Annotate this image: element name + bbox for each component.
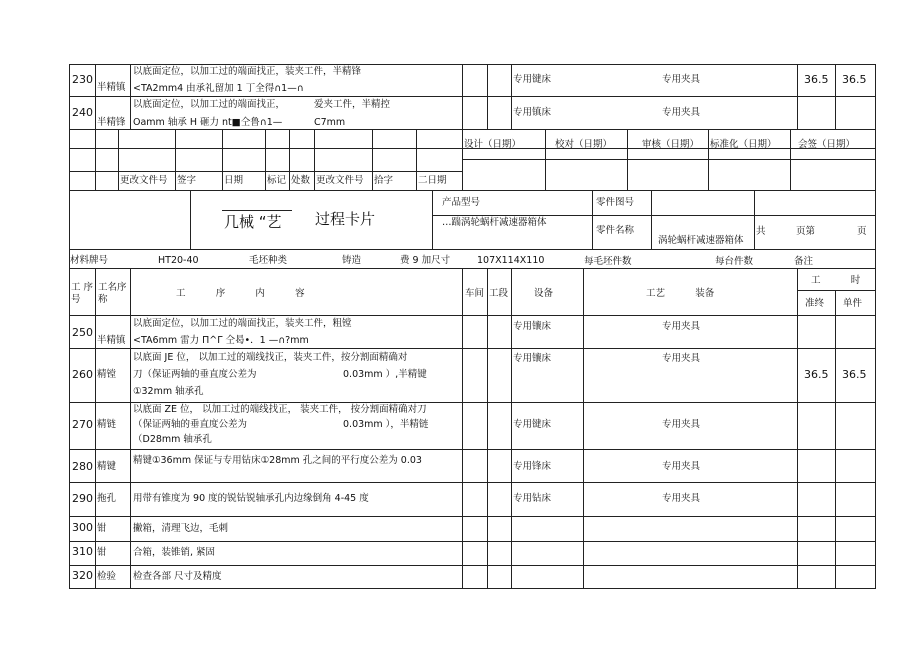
equipment-cell: 专用键床 — [513, 419, 552, 430]
equipment-cell: 专用钻床 — [513, 493, 552, 504]
equipment-cell: 专用锋床 — [513, 461, 552, 472]
op-content-line: 用带有锥度为 90 度的锐钻锐轴承孔内边缘倒角 4-45 度 — [133, 493, 369, 504]
op-name: 拖孔 — [97, 493, 117, 504]
op-content-line: ①32mm 轴承孔 — [133, 386, 204, 397]
col-unit: 单件 — [843, 298, 863, 309]
material-value: HT20-40 — [158, 255, 199, 266]
fixture-cell: 专用夹具 — [662, 321, 701, 332]
op-number: 310 — [72, 545, 93, 558]
part-name-label: 零件名称 — [596, 225, 635, 236]
op-number: 230 — [72, 73, 93, 86]
blank-type-value: 铸造 — [342, 255, 362, 266]
fixture-cell: 专用夹具 — [662, 461, 701, 472]
page-no-label: 页第 — [796, 226, 816, 237]
equipment-cell: 专用键床 — [513, 74, 552, 85]
op-name: 钳 — [97, 523, 107, 534]
op-content-line: 以底面定位，以加工过的端面找正，装夹工件，半精锋 — [133, 66, 362, 77]
remark-label: 备注 — [794, 256, 814, 267]
op-content-line: （保证两轴的垂直度公差为 — [133, 419, 248, 430]
op-name: 精链 — [97, 419, 117, 430]
change-doc-label: 更改文件号 — [316, 175, 364, 186]
fixture-cell: 专用夹具 — [662, 353, 701, 364]
op-name: 半精镇 — [97, 82, 126, 93]
part-drawing-label: 零件图号 — [596, 197, 635, 208]
op-content-line: 以底面定位，以加工过的端面找正， — [133, 99, 286, 110]
prep-time-cell: 36.5 — [804, 368, 829, 381]
op-number: 250 — [72, 326, 93, 339]
op-content-line: <TA2mm4 由承礼留加 1 丁全得∩1—∩ — [133, 83, 304, 94]
op-name: 钳 — [97, 547, 107, 558]
op-tolerance: 0.03mm ），半精链 — [343, 419, 429, 430]
per-blank-label: 每毛坯件数 — [584, 256, 632, 267]
op-number: 240 — [72, 106, 93, 119]
col-content: 工 序 内 容 — [176, 288, 305, 299]
design-date-label: 设计（日期） — [464, 139, 522, 150]
op-content-line: 以底面 JE 位， 以加工过的端线找正，装夹工件，按分割面精确对 — [133, 352, 408, 363]
equipment-cell: 专用镶床 — [513, 321, 552, 332]
blank-size-label: 费 9 加尺寸 — [400, 255, 451, 266]
op-number: 270 — [72, 418, 93, 431]
op-name: 精镗 — [97, 369, 117, 380]
proofread-date-label: 校对（日期） — [555, 139, 613, 150]
col-workshop: 车间 — [465, 288, 485, 299]
review-date-label: 审核（日期） — [642, 139, 700, 150]
fixture-cell: 专用夹具 — [662, 419, 701, 430]
op-content-line: <TA6mm 雷力 Π^Γ 仝曷•．1 —∩?mm — [133, 335, 309, 346]
op-content-line: 检查各部 尺寸及精度 — [133, 571, 222, 582]
part-name: 涡轮蜗杆减速器箱体 — [658, 235, 744, 246]
col-section: 工段 — [489, 288, 509, 299]
col-seq-name: 工名序 称 — [98, 282, 127, 305]
fixture-cell: 专用夹具 — [662, 493, 701, 504]
card-title-left: 几械 “艺 — [224, 213, 282, 231]
blank-size-value: 107X114X110 — [477, 255, 545, 266]
op-content-line: 爱夹工件，半精控 — [314, 99, 391, 110]
op-content-line: Oamm 轴承 H 砸力 nt■仝鲁∩1— — [133, 117, 283, 128]
op-content-line: 以底面 ZE 位， 以加工过的端线找正， 装夹工件， 按分割面精确对刀 — [133, 404, 427, 415]
date-label: 二日期 — [418, 175, 447, 186]
prep-time-cell: 36.5 — [804, 73, 829, 86]
card-title-right: 过程卡片 — [315, 210, 376, 228]
col-equipment: 设备 — [534, 288, 554, 299]
op-content-line: 以底面定位，以加工过的端面找正，装夹工件，粗镗 — [133, 318, 352, 329]
countersign-date-label: 会签（日期） — [798, 139, 856, 150]
col-tooling: 工艺 装备 — [646, 288, 715, 299]
sign-label: 拾字 — [374, 175, 394, 186]
sign-label: 签字 — [177, 175, 197, 186]
op-content-line: 合箱，装锥销, 紧固 — [133, 547, 216, 558]
col-prep: 准终 — [805, 298, 825, 309]
op-number: 290 — [72, 492, 93, 505]
op-name: 检验 — [97, 571, 117, 582]
col-seq-no: 工 序 号 — [71, 282, 94, 305]
op-name: 半精锋 — [97, 117, 126, 128]
op-content-line: （D28mm 轴承孔 — [133, 434, 212, 445]
op-name: 半精镇 — [97, 335, 126, 346]
material-label: 材料牌号 — [70, 255, 109, 266]
fixture-cell: 专用夹具 — [662, 74, 701, 85]
change-doc-label: 更改文件号 — [120, 175, 168, 186]
count-label: 处数 — [291, 175, 311, 186]
op-content-line: C7mm — [314, 117, 346, 128]
op-name: 精键 — [97, 461, 117, 472]
unit-time-cell: 36.5 — [842, 73, 867, 86]
op-content-line: 精键①36mm 保证与专用钻床①28mm 孔之间的平行度公差为 0.03 — [133, 455, 422, 466]
op-number: 280 — [72, 460, 93, 473]
product-model-label: 产品型号 — [442, 197, 481, 208]
date-label: 日期 — [224, 175, 244, 186]
col-hours: 工 时 — [811, 275, 861, 286]
product-name: …踹涡轮蜗杆减速器箱体 — [442, 217, 547, 228]
op-number: 260 — [72, 368, 93, 381]
op-tolerance: 0.03mm ）,半精键 — [343, 369, 427, 380]
equipment-cell: 专用镇床 — [513, 107, 552, 118]
equipment-cell: 专用镶床 — [513, 353, 552, 364]
total-pages-label: 共 — [756, 226, 766, 237]
op-number: 300 — [72, 521, 93, 534]
blank-type-label: 毛坯种类 — [249, 255, 288, 266]
standardize-date-label: 标准化（日期） — [710, 139, 777, 150]
unit-time-cell: 36.5 — [842, 368, 867, 381]
mark-label: 标记 — [267, 175, 287, 186]
per-unit-label: 每台件数 — [715, 256, 754, 267]
op-content-line: 撇箱，清理飞边，毛刺 — [133, 523, 229, 534]
page-end-label: 页 — [857, 226, 867, 237]
fixture-cell: 专用夹具 — [662, 107, 701, 118]
op-content-line: 刀（保证两轴的垂直度公差为 — [133, 369, 257, 380]
op-number: 320 — [72, 569, 93, 582]
